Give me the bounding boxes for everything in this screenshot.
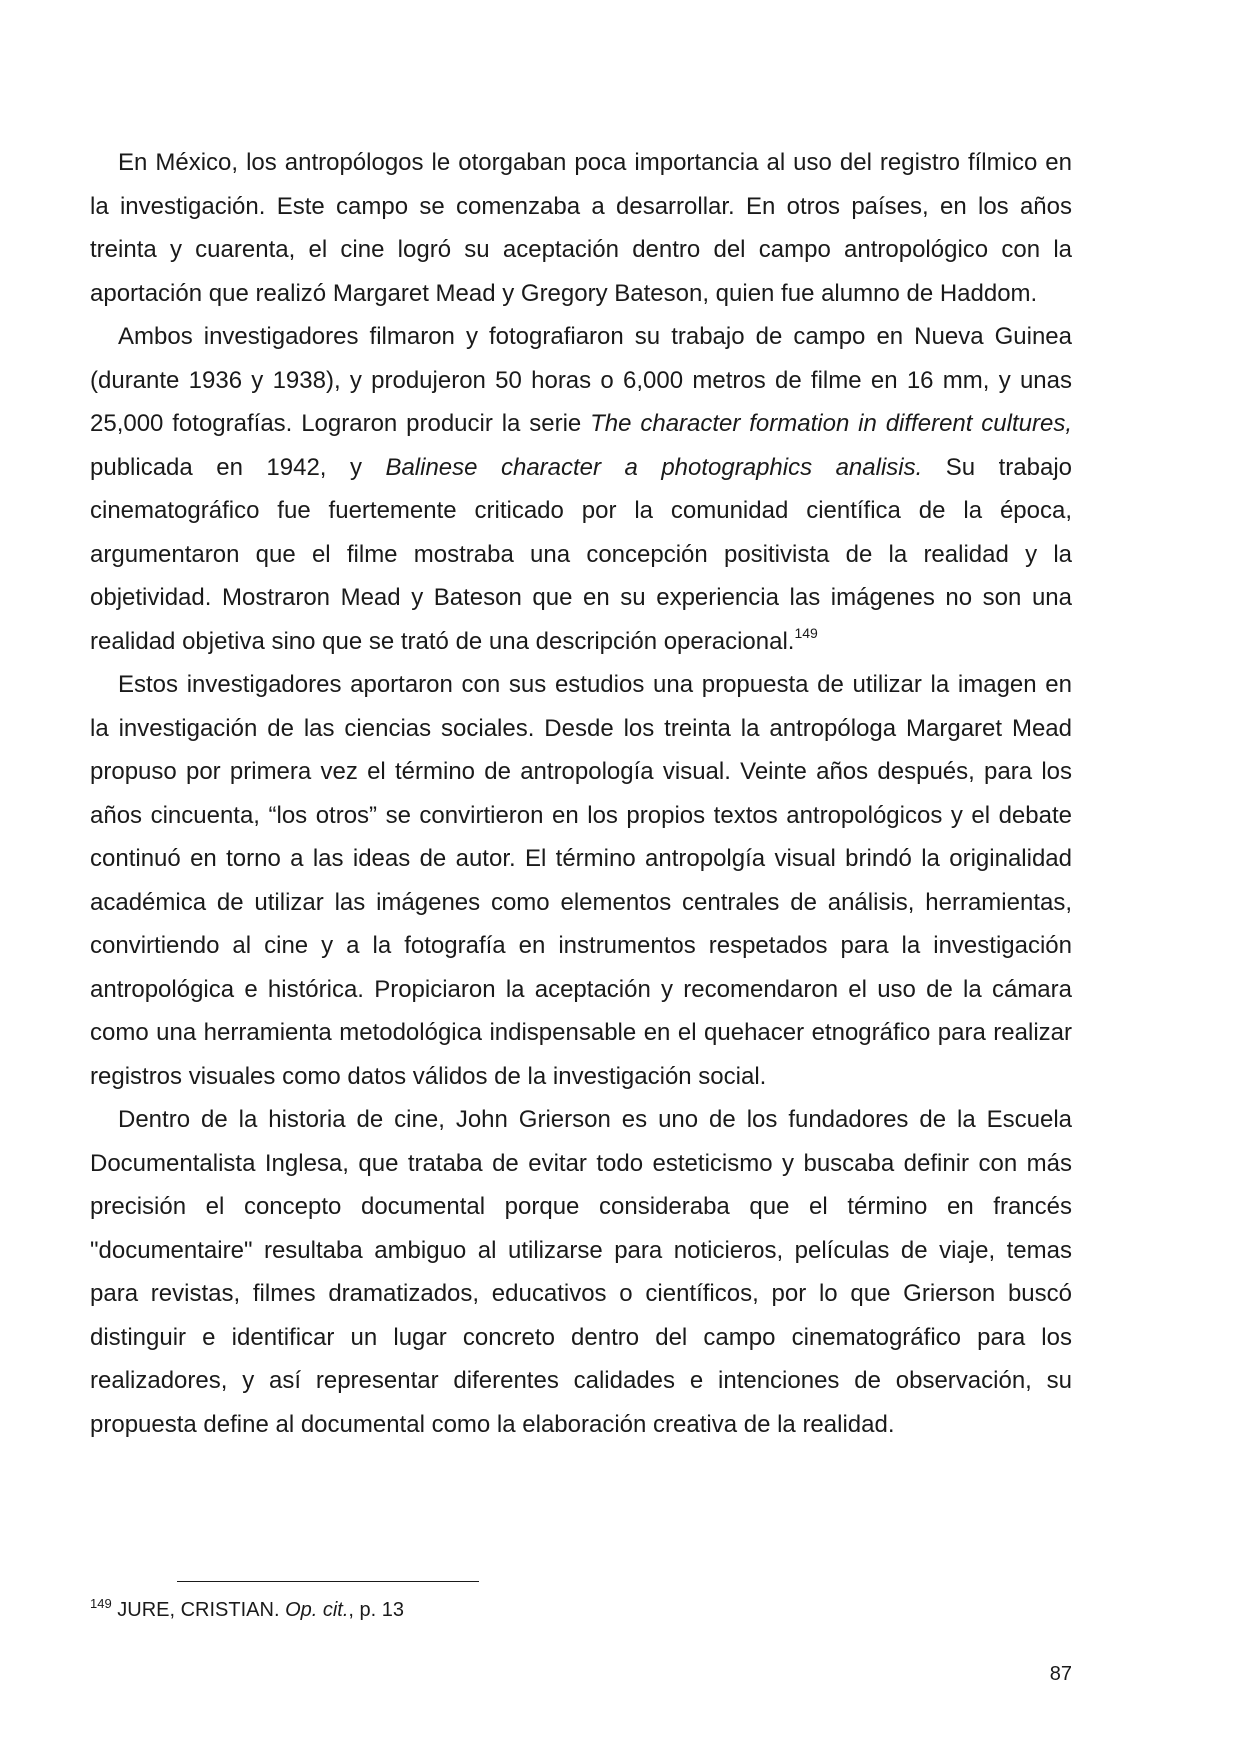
text-run: Dentro de la historia de cine, John Grierson es uno de los fundadores de la Escuela Documentalista Inglesa, que trataba de evitar todo esteticismo y buscaba definir con más precisión el concepto documental porque consideraba que el término en francés "documentaire" resultaba ambiguo al utilizarse para noticieros, películas de viaje, temas para revistas, filmes dramatizados, educativos o científicos, por lo que Grierson buscó distinguir e identificar un lugar concreto dentro del campo cinematográfico para los realizadores, y así representar diferentes calidades e intenciones de observación, su propuesta define al documental como la elaboración creativa de la realidad. (90, 1106, 1072, 1438)
text-run: Ambos investigadores filmaron y fotografiaron su trabajo de campo en Nueva Guinea (durante 1936 y 1938), y produjeron 50 horas o 6,000 metros de filme en 16 mm, y unas 25,000 fotografías. Lograron producir la serie (90, 323, 1072, 437)
text-run: En México, los antropólogos le otorgaban poca importancia al uso del registro fílmico en la investigación. Este campo se comenzaba a desarrollar. En otros países, en los años treinta y cuarenta, el cine logró su aceptación dentro del campo antropológico con la aportación que realizó Margaret Mead y Gregory Bateson, quien fue alumno de Haddom. (90, 149, 1072, 307)
footnote-reference: 149 (794, 624, 818, 641)
page-number: 87 (1049, 1663, 1072, 1685)
paragraph-2 (90, 315, 1072, 663)
footnote-author: JURE, CRISTIAN. (111, 1599, 286, 1621)
italic-title: The character formation in different cultures, (590, 410, 1072, 437)
footnote-page: , p. 13 (348, 1599, 405, 1621)
footnote (90, 1596, 990, 1624)
paragraph-4 (90, 1098, 1072, 1446)
text-run: Su trabajo cinematográfico fue fuertemente criticado por la comunidad científica de la época, argumentaron que el filme mostraba una concepción positivista de la realidad y la objetividad. Mostraron Mead y Bateson que en su experiencia las imágenes no son una realidad objetiva sino que se trató de una descripción operacional. (90, 453, 1072, 655)
body-text (90, 141, 1072, 1446)
footnote-work: Op. cit. (285, 1599, 349, 1621)
footnote-number: 149 (90, 1596, 112, 1611)
italic-title: Balinese character a photographics analisis. (385, 453, 923, 481)
footnote-separator (177, 1581, 479, 1582)
paragraph-1 (90, 141, 1072, 315)
text-run: publicada en 1942, y (90, 453, 386, 481)
text-run: Estos investigadores aportaron con sus estudios una propuesta de utilizar la imagen en la investigación de las ciencias sociales. Desde los treinta la antropóloga Margaret Mead propuso por primera vez el término de antropología visual. Veinte años después, para los años cincuenta, “los otros” se convirtieron en los propios textos antropológicos y el debate continuó en torno a las ideas de autor. El término antropolgía visual brindó la originalidad académica de utilizar las imágenes como elementos centrales de análisis, herramientas, convirtiendo al cine y a la fotografía en instrumentos respetados para la investigación antropológica e histórica. Propiciaron la aceptación y recomendaron el uso de la cámara como una herramienta metodológica indispensable en el quehacer etnográfico para realizar registros visuales como datos válidos de la investigación social. (90, 671, 1072, 1090)
paragraph-3 (90, 663, 1072, 1098)
